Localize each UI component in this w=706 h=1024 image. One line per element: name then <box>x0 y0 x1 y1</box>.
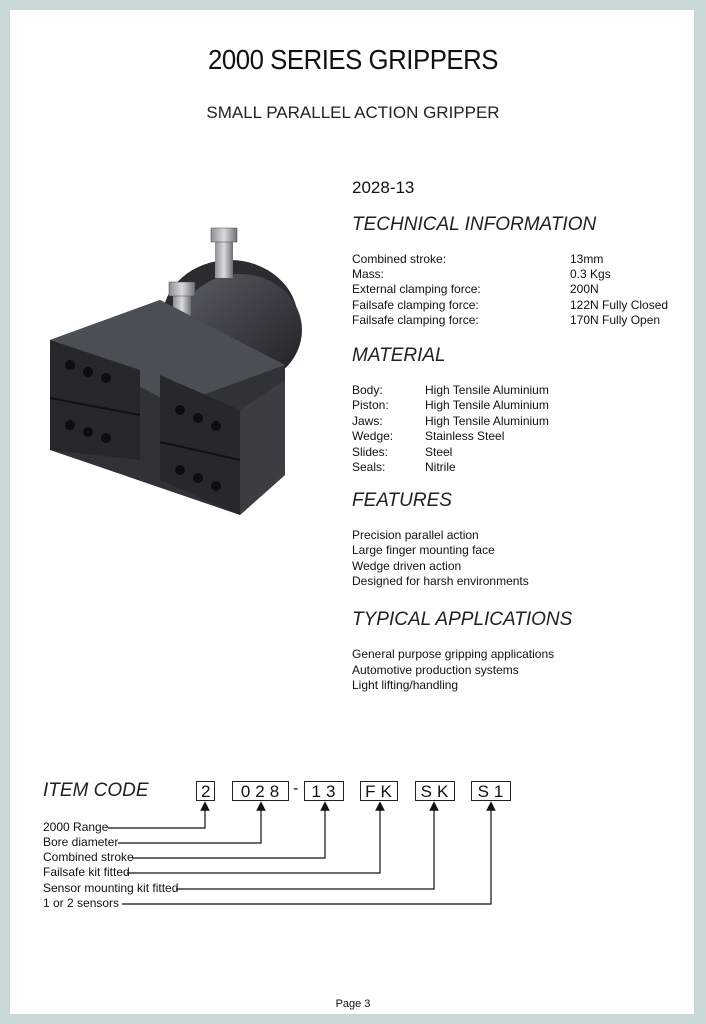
material-value: Nitrile <box>425 460 456 474</box>
tech-value: 0.3 Kgs <box>570 267 611 281</box>
application-item: General purpose gripping applications <box>352 647 555 661</box>
tech-label: Combined stroke: <box>352 252 447 266</box>
code-label: Bore diameter <box>43 835 119 849</box>
feature-item: Designed for harsh environments <box>352 574 529 588</box>
page-number: Page 3 <box>335 998 371 1010</box>
application-item: Automotive production systems <box>352 663 519 677</box>
tech-label: Failsafe clamping force: <box>352 298 479 312</box>
tech-label: Failsafe clamping force: <box>352 313 479 327</box>
material-label: Jaws: <box>352 414 383 428</box>
model-number: 2028-13 <box>352 178 415 197</box>
code-segment-failsafe: FK <box>360 781 398 801</box>
material-label: Piston: <box>352 398 389 412</box>
tech-value: 122N Fully Closed <box>570 298 669 312</box>
code-label: Sensor mounting kit fitted <box>43 881 179 895</box>
code-segment-stroke: 13 <box>304 781 344 801</box>
page-subtitle: SMALL PARALLEL ACTION GRIPPER <box>206 103 500 122</box>
code-label: Failsafe kit fitted <box>43 865 130 879</box>
material-label: Body: <box>352 383 383 397</box>
application-item: Light lifting/handling <box>352 678 459 692</box>
material-value: High Tensile Aluminium <box>425 414 549 428</box>
material-label: Wedge: <box>352 429 394 443</box>
code-separator: - <box>293 780 299 797</box>
code-label: 2000 Range <box>43 820 109 834</box>
material-value: High Tensile Aluminium <box>425 383 549 397</box>
material-value: High Tensile Aluminium <box>425 398 549 412</box>
material-value: Steel <box>425 445 453 459</box>
technical-heading: TECHNICAL INFORMATION <box>352 214 597 235</box>
applications-heading: TYPICAL APPLICATIONS <box>352 609 573 630</box>
tech-value: 200N <box>570 282 599 296</box>
code-label: Combined stroke <box>43 850 134 864</box>
feature-item: Large finger mounting face <box>352 543 495 557</box>
code-segment-sensors: S1 <box>471 781 511 801</box>
tech-value: 13mm <box>570 252 604 266</box>
code-segment-range: 2 <box>196 781 215 801</box>
tech-label: External clamping force: <box>352 282 481 296</box>
code-segment-sensor-kit: SK <box>415 781 455 801</box>
tech-value: 170N Fully Open <box>570 313 661 327</box>
page-title: 2000 SERIES GRIPPERS <box>207 44 499 75</box>
feature-item: Wedge driven action <box>352 559 462 573</box>
material-value: Stainless Steel <box>425 429 505 443</box>
code-segment-bore: 028 <box>232 781 289 801</box>
features-heading: FEATURES <box>352 490 452 511</box>
item-code-heading: ITEM CODE <box>43 780 149 801</box>
feature-item: Precision parallel action <box>352 528 479 542</box>
material-label: Seals: <box>352 460 386 474</box>
material-label: Slides: <box>352 445 389 459</box>
material-heading: MATERIAL <box>352 345 446 366</box>
tech-label: Mass: <box>352 267 385 281</box>
code-label: 1 or 2 sensors <box>43 896 120 910</box>
